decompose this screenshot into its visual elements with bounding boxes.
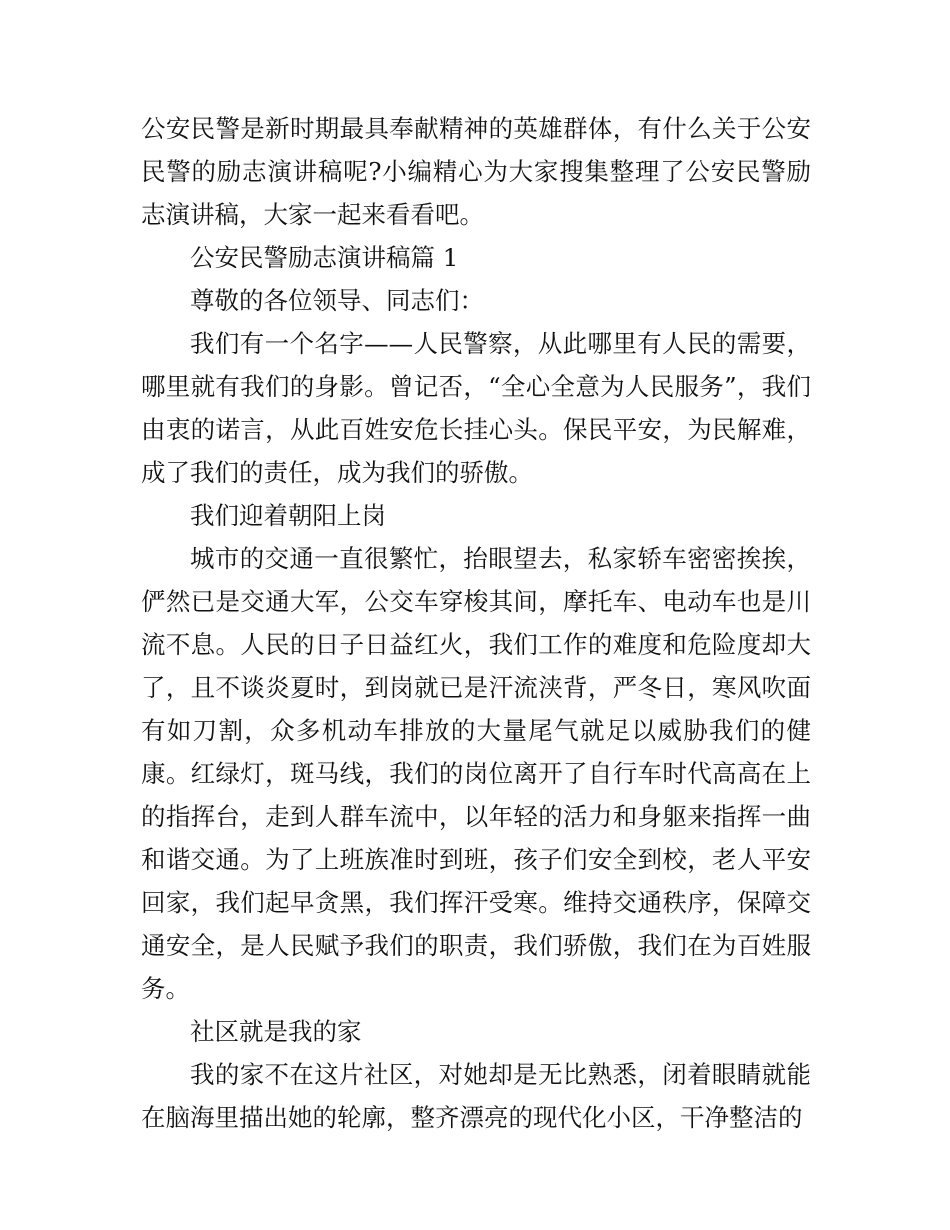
body-paragraph: 城市的交通一直很繁忙，抬眼望去，私家轿车密密挨挨，俨然已是交通大军，公交车穿梭其间，摩托车、电动车也是川流不息。人民的日子日益红火，我们工作的难度和危险度却大了，且不谈炎夏时，到岗就已是汗流浃背，严冬日，寒风吹面有如刀割，众多机动车排放的大量尾气就足以威胁我们的健康。红绿灯，斑马线，我们的岗位离开了自行车时代高高在上的指挥台，走到人群车流中，以年轻的活力和身躯来指挥一曲和谐交通。为了上班族准时到班，孩子们安全到校，老人平安回家，我们起早贪黑，我们挥汗受寒。维持交通秩序，保障交通安全，是人民赋予我们的职责，我们骄傲，我们在为百姓服务。 (141, 544, 811, 1003)
section-heading: 社区就是我的家 (190, 1017, 362, 1046)
section-heading: 我们迎着朝阳上岗 (190, 501, 386, 530)
salutation: 尊敬的各位领导、同志们： (190, 286, 484, 315)
body-paragraph: 我们有一个名字——人民警察，从此哪里有人民的需要，哪里就有我们的身影。曾记否，“全心全意为人民服务”，我们由衷的诺言，从此百姓安危长挂心头。保民平安，为民解难，成了我们的责任，成为我们的骄傲。 (141, 329, 811, 487)
intro-paragraph: 公安民警是新时期最具奉献精神的英雄群体，有什么关于公安民警的励志演讲稿呢?小编精心为大家搜集整理了公安民警励志演讲稿，大家一起来看看吧。 (141, 114, 811, 229)
speech-title: 公安民警励志演讲稿篇 1 (190, 243, 459, 272)
body-paragraph: 我的家不在这片社区，对她却是无比熟悉，闭着眼睛就能在脑海里描出她的轮廓，整齐漂亮的现代化小区，干净整洁的 (141, 1060, 811, 1132)
document-body (141, 107, 811, 1139)
